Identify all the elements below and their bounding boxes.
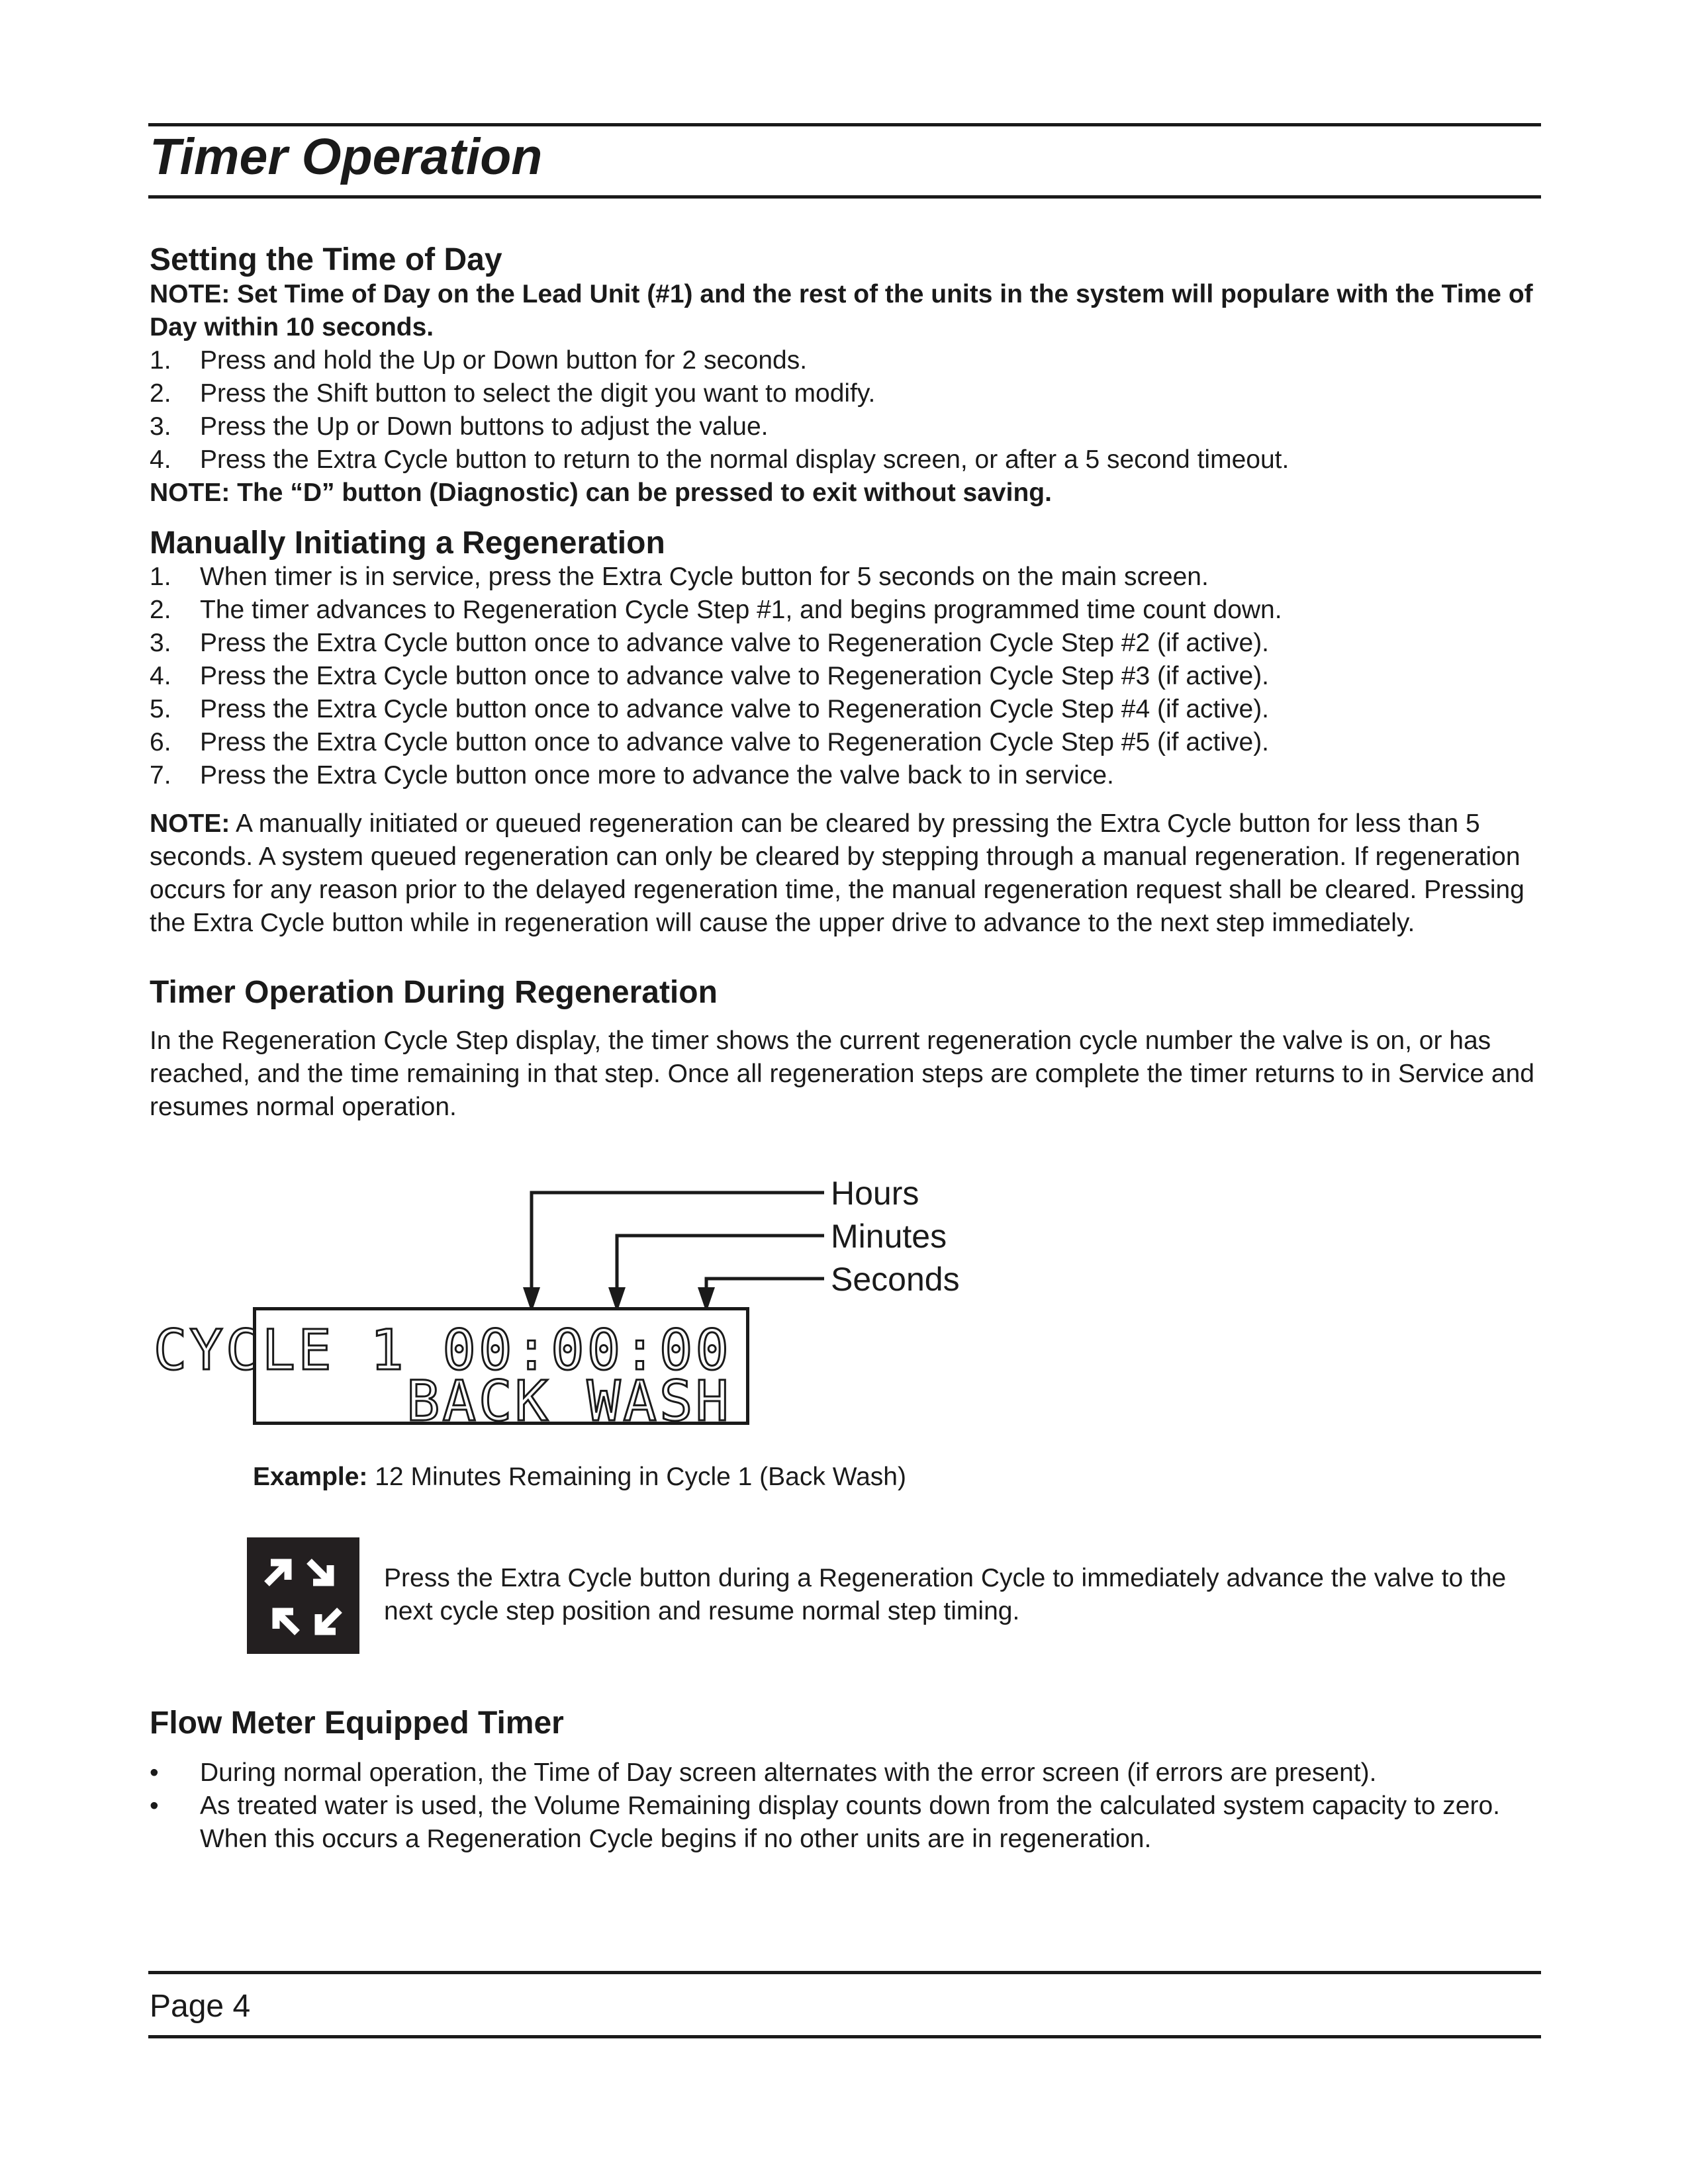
manual-regen-steps <box>150 561 1546 792</box>
list-item: 7. Press the Extra Cycle button once more to advance the valve back to in service. <box>150 761 1114 790</box>
time-of-day-section <box>150 278 1546 510</box>
extra-cycle-icon <box>247 1537 359 1654</box>
page-title: Timer Operation <box>150 128 543 185</box>
list-item: 1. Press and hold the Up or Down button for 2 seconds. <box>150 346 808 375</box>
list-item: 3. Press the Up or Down buttons to adjust the value. <box>150 412 769 441</box>
header-bottom-rule <box>148 195 1541 199</box>
note-text: A manually initiated or queued regeneration can be cleared by pressing the Extra Cycle button for less than 5 seconds. A system queued regeneration can only be cleared by stepping through a manual regeneration. If regeneration occurs for any reason prior to the delayed regeneration time, the manual regeneration request shall be cleared. Pressing the Extra Cycle button while in regeneration will cause the upper drive to advance to the next step immediately. <box>150 809 1524 937</box>
minutes-callout-line <box>617 1236 824 1291</box>
list-item: 6. Press the Extra Cycle button once to advance valve to Regeneration Cycle Step #5 (if active). <box>150 728 1270 756</box>
lcd-line-2: BACK WASH <box>406 1369 731 1433</box>
time-of-day-heading: Setting the Time of Day <box>150 242 502 277</box>
list-item: 4. Press the Extra Cycle button once to advance valve to Regeneration Cycle Step #3 (if active). <box>150 662 1270 690</box>
list-item: 4. Press the Extra Cycle button to return to the normal display screen, or after a 5 second timeout. <box>150 445 1289 474</box>
seconds-callout-line <box>706 1279 824 1291</box>
seconds-label: Seconds <box>831 1261 960 1298</box>
example-label: Example: <box>253 1463 368 1491</box>
example-text: 12 Minutes Remaining in Cycle 1 (Back Wash) <box>367 1463 906 1491</box>
list-item: 1. When timer is in service, press the Extra Cycle button for 5 seconds on the main screen. <box>150 563 1209 591</box>
example-caption <box>253 1463 906 1492</box>
hours-label: Hours <box>831 1175 919 1212</box>
diagnostic-note: NOTE: The “D” button (Diagnostic) can be pressed to exit without saving. <box>150 478 1052 507</box>
list-item: • As treated water is used, the Volume Remaining display counts down from the calculated system capacity to zero. When this occurs a Regeneration Cycle begins if no other units are in regeneration. <box>150 1792 1500 1853</box>
list-item: 2. The timer advances to Regeneration Cycle Step #1, and begins programmed time count down. <box>150 596 1282 624</box>
list-item: 2. Press the Shift button to select the digit you want to modify. <box>150 379 876 408</box>
header-top-rule <box>148 123 1541 126</box>
footer-top-rule <box>148 1971 1541 1974</box>
list-item: 3. Press the Extra Cycle button once to advance valve to Regeneration Cycle Step #2 (if active). <box>150 629 1270 657</box>
manual-regen-heading: Manually Initiating a Regeneration <box>150 525 665 561</box>
flow-meter-heading: Flow Meter Equipped Timer <box>150 1706 564 1741</box>
extra-cycle-tip-text: Press the Extra Cycle button during a Regeneration Cycle to immediately advance the valve to the next cycle step position and resume normal step timing. <box>384 1564 1507 1625</box>
hours-callout-line <box>532 1193 824 1291</box>
lcd-line-1: CYCLE 1 00:00:00 <box>153 1318 731 1383</box>
during-regen-text: In the Regeneration Cycle Step display, the timer shows the current regeneration cycle number the valve is on, or has reached, and the time remaining in that step. Once all regeneration steps are complete the timer returns to in Service and resumes normal operation. <box>150 1026 1534 1121</box>
lcd-display <box>153 1307 749 1433</box>
time-of-day-steps <box>150 344 1546 477</box>
flow-meter-bullets <box>150 1756 1546 1856</box>
page-number: Page 4 <box>150 1989 251 2024</box>
footer-bottom-rule <box>148 2035 1541 2038</box>
list-item: 5. Press the Extra Cycle button once to advance valve to Regeneration Cycle Step #4 (if active). <box>150 695 1270 723</box>
list-item: • During normal operation, the Time of Day screen alternates with the error screen (if errors are present). <box>150 1758 1377 1787</box>
manual-regen-note <box>150 807 1546 940</box>
manual-regen-section <box>150 561 1546 792</box>
during-regen-heading: Timer Operation During Regeneration <box>150 975 718 1010</box>
time-of-day-note: NOTE: Set Time of Day on the Lead Unit (#1) and the rest of the units in the system will populare with the Time of Day within 10 seconds. <box>150 280 1533 341</box>
note-label: NOTE: <box>150 809 230 838</box>
minutes-label: Minutes <box>831 1218 947 1255</box>
